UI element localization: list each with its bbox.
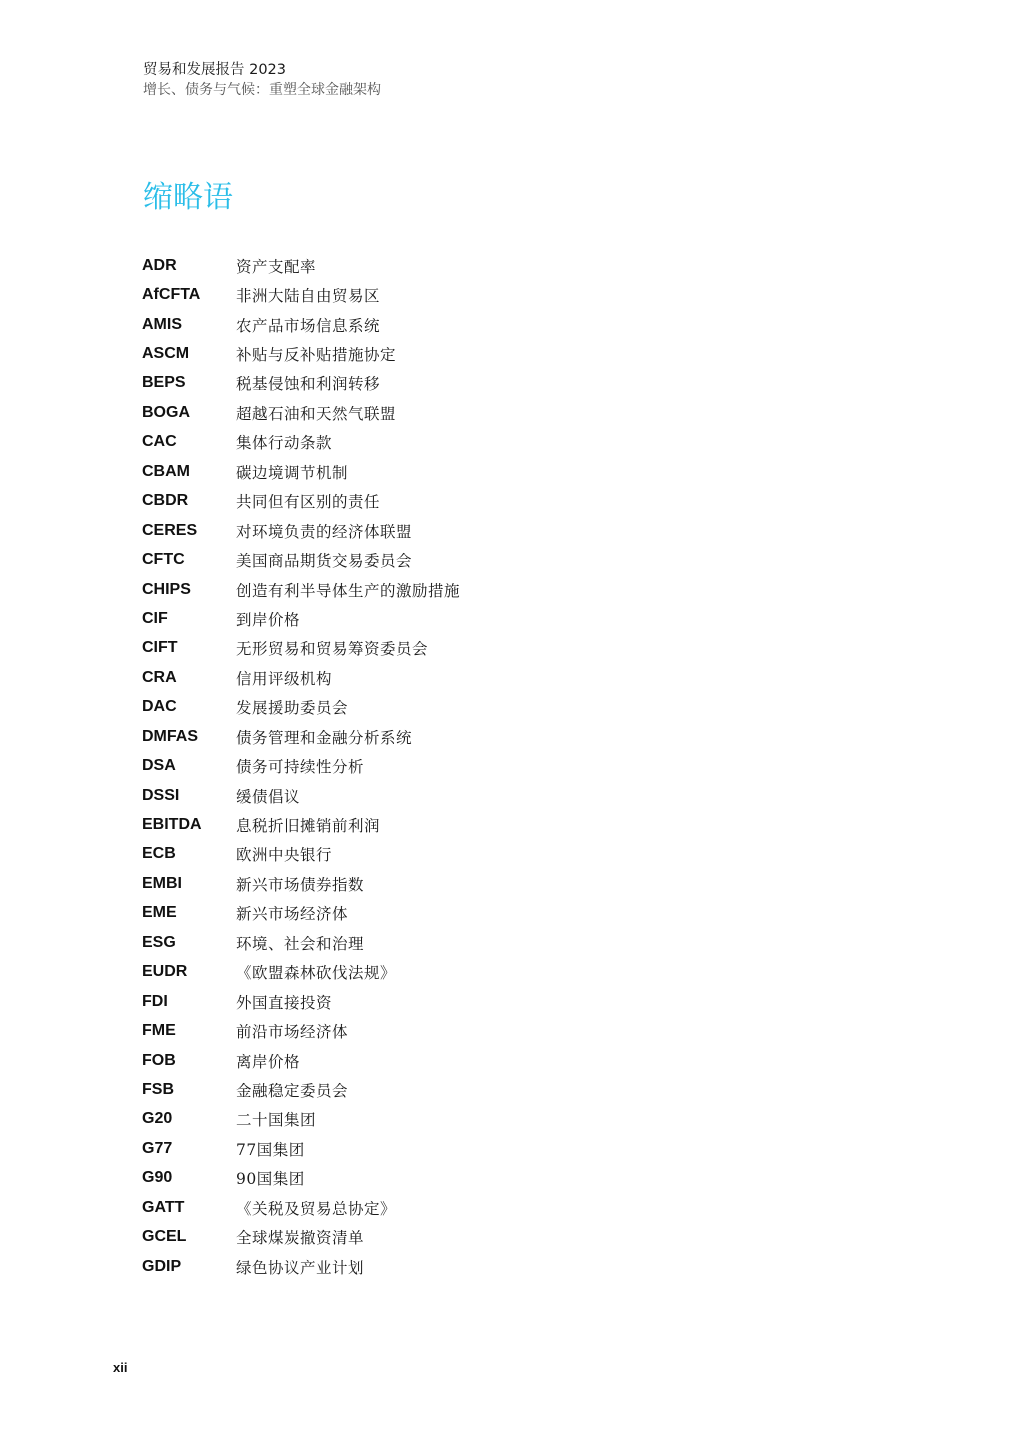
- abbreviation-row: [142, 516, 460, 545]
- abbreviation-definition: 发展援助委员会: [236, 699, 349, 718]
- abbreviation-term: GATT: [142, 1198, 185, 1216]
- abbreviation-definition: 欧洲中央银行: [236, 846, 333, 865]
- report-title: 贸易和发展报告 2023: [143, 62, 287, 78]
- abbreviation-row: [142, 487, 460, 516]
- abbreviation-row: [142, 899, 460, 928]
- abbreviation-row: [142, 840, 460, 869]
- abbreviation-term: CERES: [142, 521, 198, 539]
- abbreviation-row: [142, 545, 460, 574]
- abbreviation-definition: 前沿市场经济体: [236, 1023, 349, 1042]
- abbreviation-definition: 新兴市场经济体: [236, 905, 349, 924]
- abbreviation-definition: 对环境负责的经济体联盟: [236, 522, 413, 541]
- abbreviation-term: CRA: [142, 668, 177, 686]
- abbreviation-term: EUDR: [142, 963, 188, 981]
- abbreviation-definition: 金融稳定委员会: [236, 1081, 349, 1100]
- abbreviation-definition: 全球煤炭撤资清单: [236, 1229, 365, 1248]
- report-subtitle: 增长、债务与气候：重塑全球金融架构: [143, 82, 381, 98]
- abbreviation-row: [142, 1046, 460, 1075]
- abbreviation-row: [142, 310, 460, 339]
- abbreviation-row: [142, 810, 460, 839]
- abbreviation-term: DSSI: [142, 786, 180, 804]
- abbreviation-term: DMFAS: [142, 727, 198, 745]
- abbreviation-term: FOB: [142, 1051, 176, 1069]
- abbreviation-row: [142, 869, 460, 898]
- abbreviation-row: [142, 1016, 460, 1045]
- abbreviation-row: [142, 928, 460, 957]
- abbreviation-row: [142, 1164, 460, 1193]
- abbreviation-term: ASCM: [142, 345, 190, 363]
- abbreviation-row: [142, 634, 460, 663]
- abbreviation-row: [142, 1075, 460, 1104]
- abbreviation-row: [142, 280, 460, 309]
- abbreviation-term: CFTC: [142, 551, 185, 569]
- abbreviation-term: ESG: [142, 933, 176, 951]
- abbreviation-row: [142, 1134, 460, 1163]
- abbreviation-term: CBAM: [142, 462, 190, 480]
- abbreviation-term: EMBI: [142, 874, 182, 892]
- abbreviation-definition: 创造有利半导体生产的激励措施: [236, 581, 461, 600]
- abbreviation-row: [142, 722, 460, 751]
- abbreviation-definition: 息税折旧摊销前利润: [236, 817, 381, 836]
- abbreviation-row: [142, 604, 460, 633]
- abbreviation-term: EME: [142, 904, 177, 922]
- abbreviation-row: [142, 693, 460, 722]
- abbreviation-term: DAC: [142, 698, 177, 716]
- abbreviation-row: [142, 339, 460, 368]
- abbreviation-term: DSA: [142, 757, 176, 775]
- abbreviation-term: FSB: [142, 1080, 174, 1098]
- abbreviation-row: [142, 1222, 460, 1251]
- abbreviation-definition: 《欧盟森林砍伐法规》: [236, 964, 397, 983]
- abbreviation-definition: 债务管理和金融分析系统: [236, 728, 413, 747]
- abbreviation-row: [142, 251, 460, 280]
- abbreviation-term: CBDR: [142, 492, 189, 510]
- abbreviation-definition: 二十国集团: [236, 1111, 317, 1130]
- abbreviation-term: BOGA: [142, 403, 190, 421]
- abbreviation-definition: 无形贸易和贸易筹资委员会: [236, 640, 429, 659]
- abbreviation-definition: 美国商品期货交易委员会: [236, 552, 413, 571]
- abbreviation-definition: 绿色协议产业计划: [236, 1258, 365, 1277]
- abbreviation-definition: 到岸价格: [236, 610, 301, 629]
- abbreviation-term: CAC: [142, 433, 177, 451]
- abbreviation-term: FME: [142, 1022, 176, 1040]
- abbreviation-definition: 离岸价格: [236, 1052, 301, 1071]
- page-number: xii: [113, 1360, 128, 1375]
- abbreviation-row: [142, 663, 460, 692]
- abbreviation-term: EBITDA: [142, 816, 202, 834]
- abbreviation-term: AMIS: [142, 315, 182, 333]
- abbreviation-row: [142, 428, 460, 457]
- abbreviation-definition: 补贴与反补贴措施协定: [236, 346, 397, 365]
- abbreviation-term: ECB: [142, 845, 176, 863]
- running-header: [143, 60, 381, 100]
- abbreviation-term: G20: [142, 1110, 173, 1128]
- section-heading: 缩略语: [143, 180, 233, 215]
- abbreviation-term: AfCFTA: [142, 286, 201, 304]
- abbreviation-row: [142, 457, 460, 486]
- abbreviation-definition: 缓债倡议: [236, 787, 301, 806]
- abbreviation-definition: 77国集团: [236, 1140, 305, 1159]
- abbreviation-definition: 超越石油和天然气联盟: [236, 404, 397, 423]
- abbreviation-definition: 90国集团: [236, 1170, 305, 1189]
- abbreviation-row: [142, 1193, 460, 1222]
- abbreviation-term: CHIPS: [142, 580, 191, 598]
- abbreviation-term: FDI: [142, 992, 168, 1010]
- abbreviation-term: BEPS: [142, 374, 186, 392]
- abbreviation-definition: 外国直接投资: [236, 993, 333, 1012]
- abbreviation-row: [142, 751, 460, 780]
- abbreviation-term: ADR: [142, 256, 177, 274]
- abbreviation-row: [142, 398, 460, 427]
- abbreviation-row: [142, 781, 460, 810]
- abbreviation-definition: 《关税及贸易总协定》: [236, 1199, 397, 1218]
- abbreviation-definition: 集体行动条款: [236, 434, 333, 453]
- abbreviation-list: [142, 251, 460, 1281]
- abbreviation-row: [142, 1105, 460, 1134]
- abbreviation-term: G90: [142, 1169, 173, 1187]
- abbreviation-term: CIFT: [142, 639, 178, 657]
- abbreviation-term: G77: [142, 1139, 173, 1157]
- abbreviation-term: CIF: [142, 609, 168, 627]
- abbreviation-definition: 环境、社会和治理: [236, 934, 365, 953]
- abbreviation-definition: 资产支配率: [236, 257, 317, 276]
- abbreviation-row: [142, 369, 460, 398]
- abbreviation-row: [142, 958, 460, 987]
- abbreviation-definition: 信用评级机构: [236, 669, 333, 688]
- abbreviation-definition: 税基侵蚀和利润转移: [236, 375, 381, 394]
- abbreviation-term: GCEL: [142, 1228, 187, 1246]
- abbreviation-definition: 共同但有区别的责任: [236, 493, 381, 512]
- abbreviation-definition: 非洲大陆自由贸易区: [236, 287, 381, 306]
- abbreviation-term: GDIP: [142, 1257, 182, 1275]
- abbreviation-definition: 债务可持续性分析: [236, 758, 365, 777]
- abbreviation-definition: 碳边境调节机制: [236, 463, 349, 482]
- abbreviation-definition: 农产品市场信息系统: [236, 316, 381, 335]
- abbreviation-row: [142, 1252, 460, 1281]
- abbreviation-row: [142, 575, 460, 604]
- abbreviation-definition: 新兴市场债券指数: [236, 875, 365, 894]
- abbreviation-row: [142, 987, 460, 1016]
